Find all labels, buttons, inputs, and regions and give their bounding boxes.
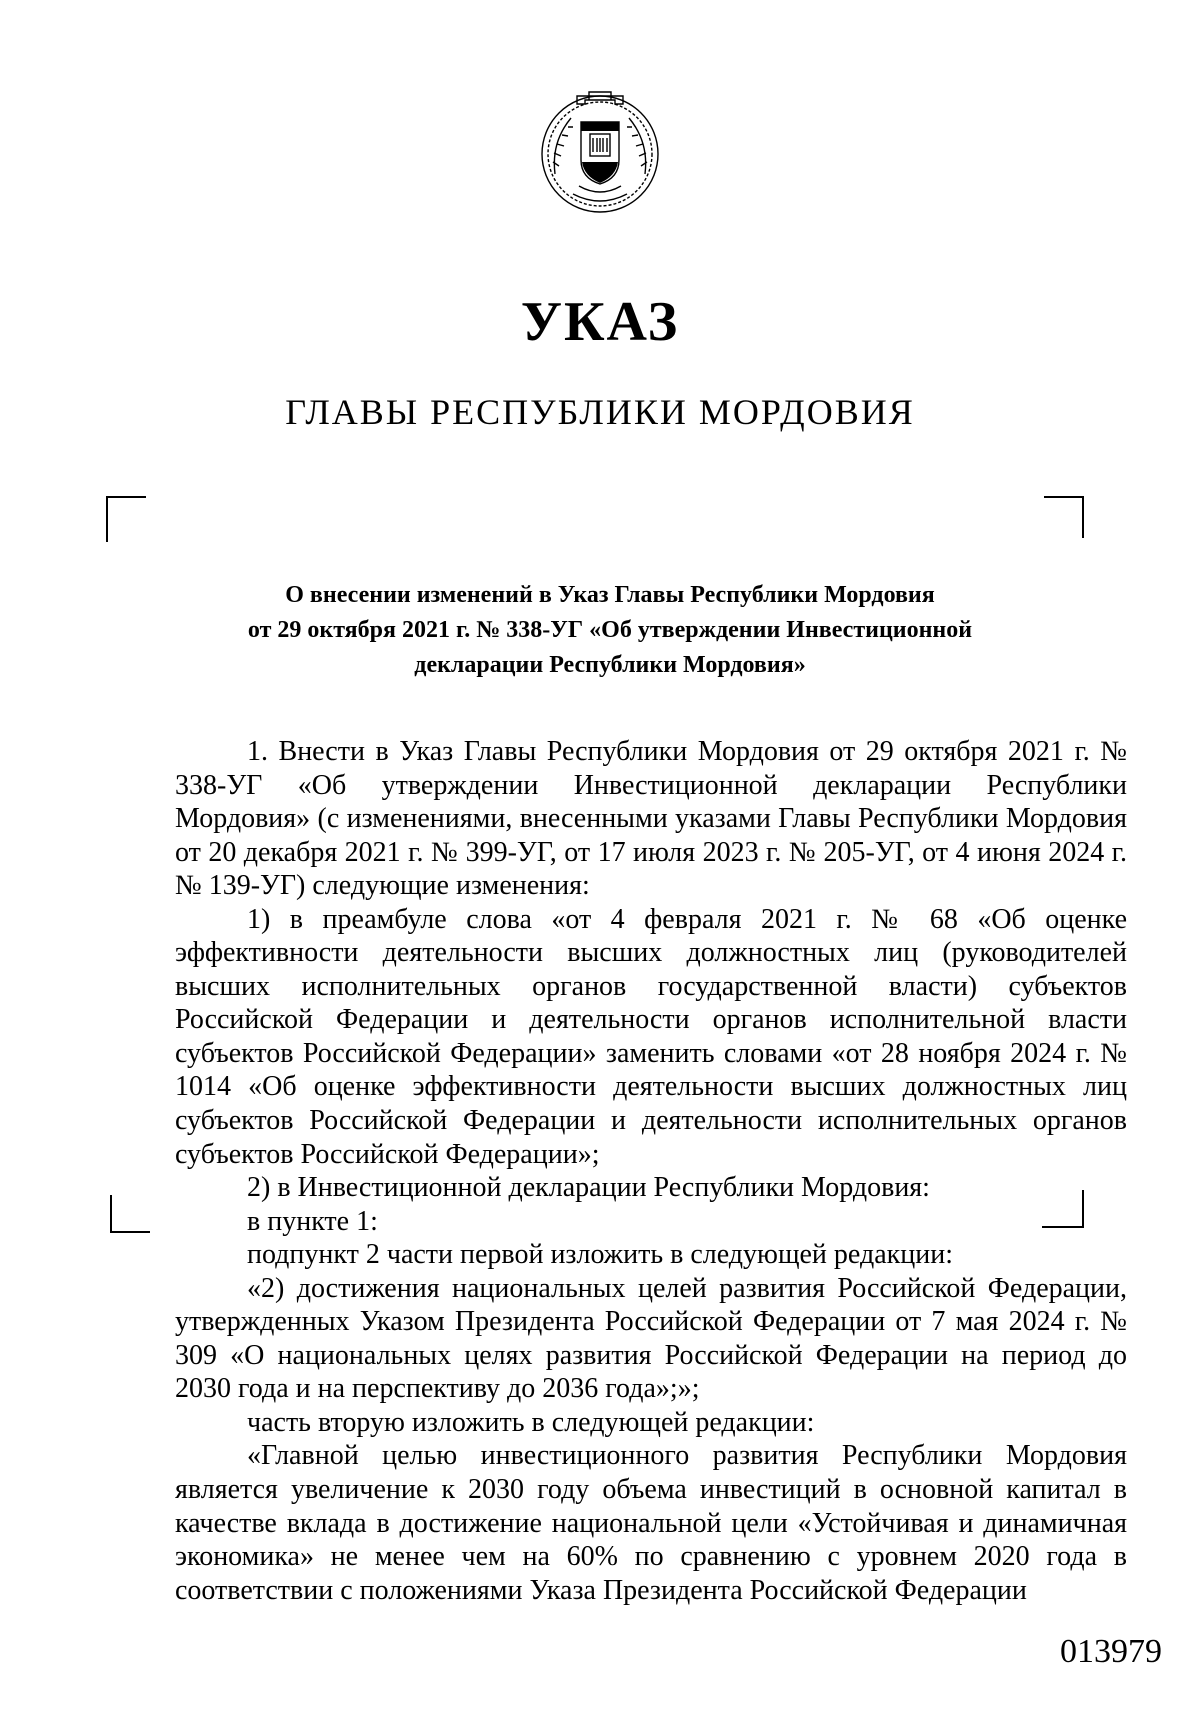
page-serial-number: 013979 [1060, 1633, 1162, 1670]
body-paragraph: 1) в преамбуле слова «от 4 февраля 2021 г. № 68 «Об оценке эффективности деятельности высших должностных лиц (руководителей высших исполнительных органов государственной власти) субъектов Российской Федерации и деятельности органов исполнительной власти субъектов Российской Федерации» заменить словами «от 28 ноября 2024 г. № 1014 «Об оценке эффективности деятельности высших должностных лиц субъектов Российской Федерации и деятельности исполнительных органов субъектов Российской Федерации»; [175, 903, 1127, 1170]
corner-mark-top-right [1044, 496, 1084, 538]
document-body [175, 735, 1127, 1607]
body-paragraph: 1. Внести в Указ Главы Республики Мордовия от 29 октября 2021 г. № 338-УГ «Об утверждении Инвестиционной декларации Республики Мордовия» (с изменениями, внесенными указами Главы Республики Мордовия от 20 декабря 2021 г. № 399-УГ, от 17 июля 2023 г. № 205-УГ, от 4 июня 2024 г. № 139-УГ) следующие изменения: [175, 736, 1127, 902]
document-heading [140, 578, 1080, 683]
body-paragraph: подпункт 2 части первой изложить в следующей редакции: [247, 1239, 953, 1271]
document-heading-line: О внесении изменений в Указ Главы Республики Мордовия [285, 582, 935, 608]
page-title: УКАЗ [520, 291, 680, 353]
corner-mark-top-left [106, 496, 146, 542]
corner-mark-bottom-left [110, 1195, 150, 1233]
body-paragraph: 2) в Инвестиционной декларации Республики Мордовия: [247, 1172, 930, 1204]
document-heading-line: от 29 октября 2021 г. № 338-УГ «Об утверждении Инвестиционной [247, 617, 973, 643]
coat-of-arms-emblem-icon [533, 82, 667, 216]
issuer-subtitle: ГЛАВЫ РЕСПУБЛИКИ МОРДОВИЯ [285, 392, 915, 432]
body-paragraph: часть вторую изложить в следующей редакции: [247, 1406, 815, 1438]
body-paragraph: «Главной целью инвестиционного развития Республики Мордовия является увеличение к 2030 году объема инвестиций в основной капитал в качестве вклада в достижение национальной цели «Устойчивая и динамичная экономика» не менее чем на 60% по сравнению с уровнем 2020 года в соответствии с положениями Указа Президента Российской Федерации [175, 1440, 1127, 1606]
document-heading-line: декларации Республики Мордовия» [414, 652, 806, 678]
body-paragraph: «2) достижения национальных целей развития Российской Федерации, утвержденных Указом Президента Российской Федерации от 7 мая 2024 г. № 309 «О национальных целях развития Российской Федерации на период до 2030 года и на перспективу до 2036 года»;»; [175, 1272, 1127, 1405]
body-paragraph: в пункте 1: [247, 1205, 378, 1237]
